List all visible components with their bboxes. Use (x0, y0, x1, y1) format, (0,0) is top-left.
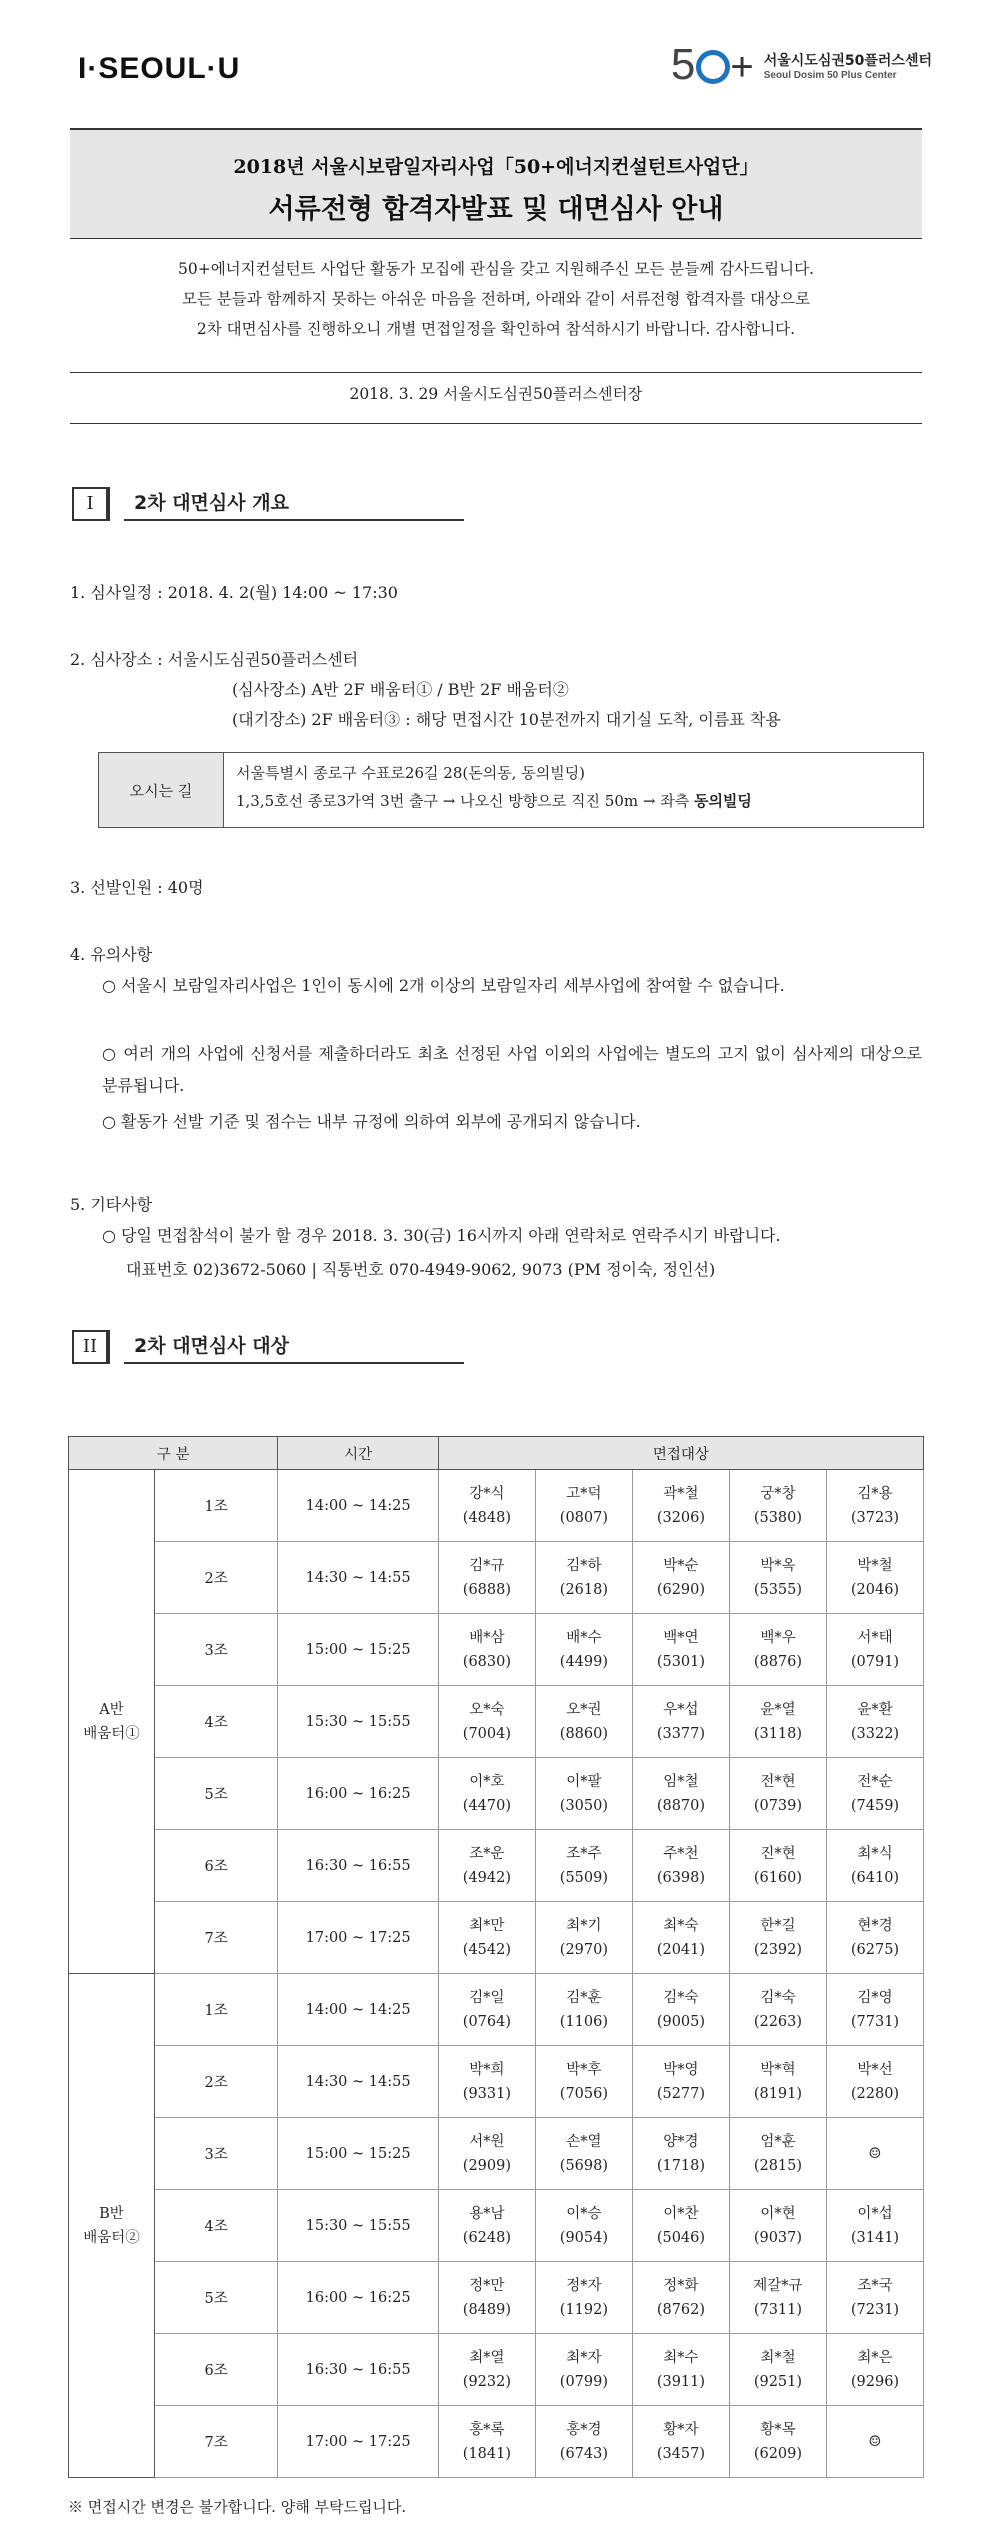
time-cell: 14:30 ~ 14:55 (278, 1542, 439, 1614)
note-item: ○ 활동가 선발 기준 및 점수는 내부 규정에 의하여 외부에 공개되지 않습니다. (102, 1112, 641, 1131)
time-cell: 16:00 ~ 16:25 (278, 1758, 439, 1830)
team-cell: 3조 (154, 2118, 277, 2190)
candidate-cell: 홍*록 (1841) (438, 2406, 535, 2478)
page-title: 서류전형 합격자발표 및 대면심사 안내 (268, 194, 724, 225)
time-cell: 14:00 ~ 14:25 (278, 1974, 439, 2046)
candidate-cell: 이*현 (9037) (729, 2190, 826, 2262)
time-cell: 17:00 ~ 17:25 (278, 1902, 439, 1974)
table-row (69, 2334, 924, 2406)
candidate-cell: 현*경 (6275) (826, 1902, 923, 1974)
directions-body (224, 753, 764, 827)
section-1-heading (72, 487, 464, 521)
col-header-group: 구 분 (69, 1437, 278, 1470)
notes-heading: 4. 유의사항 (70, 945, 153, 964)
table-row (69, 1974, 924, 2046)
candidate-cell: 박*철 (2046) (826, 1542, 923, 1614)
intro-line: 2차 대면심사를 진행하오니 개별 면접일정을 확인하여 참석하시기 바랍니다. 감사합니다. (196, 320, 796, 338)
time-cell: 15:00 ~ 15:25 (278, 1614, 439, 1686)
candidate-cell: 최*은 (9296) (826, 2334, 923, 2406)
footnote: ※ 면접시간 변경은 불가합니다. 양해 부탁드립니다. (68, 2498, 407, 2516)
candidate-cell: 전*현 (0739) (729, 1758, 826, 1830)
candidate-cell: 이*팔 (3050) (535, 1758, 632, 1830)
candidate-cell: 배*수 (4499) (535, 1614, 632, 1686)
candidate-cell: 홍*경 (6743) (535, 2406, 632, 2478)
time-cell: 15:30 ~ 15:55 (278, 1686, 439, 1758)
time-cell: 16:30 ~ 16:55 (278, 2334, 439, 2406)
candidate-cell: 조*주 (5509) (535, 1830, 632, 1902)
dateline: 2018. 3. 29 서울시도심권50플러스센터장 (349, 385, 643, 403)
col-header-time: 시간 (278, 1437, 439, 1470)
table-header-row (69, 1437, 924, 1470)
team-cell: 5조 (154, 1758, 277, 1830)
candidate-cell: 김*훈 (1106) (535, 1974, 632, 2046)
candidate-cell: 강*식 (4848) (438, 1470, 535, 1542)
fifty-plus-mark: 5 + (670, 40, 754, 89)
candidate-cell: 황*자 (3457) (632, 2406, 729, 2478)
time-cell: 16:00 ~ 16:25 (278, 2262, 439, 2334)
candidate-cell: 전*순 (7459) (826, 1758, 923, 1830)
col-header-targets: 면접대상 (438, 1437, 923, 1470)
candidate-cell: 백*연 (5301) (632, 1614, 729, 1686)
candidate-cell: 조*국 (7231) (826, 2262, 923, 2334)
candidate-cell: ☺ (826, 2406, 923, 2478)
candidate-cell: 최*수 (3911) (632, 2334, 729, 2406)
candidate-cell: 곽*철 (3206) (632, 1470, 729, 1542)
candidate-cell: 김*일 (0764) (438, 1974, 535, 2046)
candidate-cell: 박*희 (9331) (438, 2046, 535, 2118)
section-number: I (72, 487, 110, 521)
section-title: 2차 대면심사 개요 (124, 488, 464, 521)
venue-line: 2. 심사장소 : 서울시도심권50플러스센터 (70, 650, 359, 669)
candidate-cell: 김*숙 (9005) (632, 1974, 729, 2046)
table-row (69, 1614, 924, 1686)
candidate-cell: 김*영 (7731) (826, 1974, 923, 2046)
title-line-1: 2018년 서울시보람일자리사업「50+에너지컨설턴트사업단」 (233, 156, 759, 178)
table-row (69, 2190, 924, 2262)
section-2-heading (72, 1330, 464, 1364)
table-row (69, 2262, 924, 2334)
candidate-cell: 최*자 (0799) (535, 2334, 632, 2406)
building-name: 동의빌딩 (693, 792, 752, 810)
candidate-cell: 임*철 (8870) (632, 1758, 729, 1830)
candidate-cell: 박*혁 (8191) (729, 2046, 826, 2118)
candidate-cell: 박*옥 (5355) (729, 1542, 826, 1614)
directions-label: 오시는 길 (99, 753, 224, 827)
etc-heading: 5. 기타사항 (70, 1195, 153, 1214)
candidate-cell: 최*기 (2970) (535, 1902, 632, 1974)
seoul-50plus-logo (671, 40, 932, 90)
team-cell: 7조 (154, 2406, 277, 2478)
team-cell: 4조 (154, 1686, 277, 1758)
route-line: 1,3,5호선 종로3가역 3번 출구 → 나오신 방향으로 직진 50m → 좌측 동의빌딩 (236, 792, 752, 810)
candidate-cell: 최*철 (9251) (729, 2334, 826, 2406)
candidate-cell: 박*선 (2280) (826, 2046, 923, 2118)
team-cell: 7조 (154, 1902, 277, 1974)
candidate-cell: 최*만 (4542) (438, 1902, 535, 1974)
group-cell: A반 배움터① (69, 1470, 155, 1974)
center-name-en: Seoul Dosim 50 Plus Center (763, 69, 897, 81)
table-row (69, 1542, 924, 1614)
candidate-cell: 이*호 (4470) (438, 1758, 535, 1830)
contact-line: 대표번호 02)3672-5060 | 직통번호 070-4949-9062, 9073 (PM 정이숙, 정인선) (126, 1260, 716, 1279)
table-row (69, 2406, 924, 2478)
section-title: 2차 대면심사 대상 (124, 1331, 464, 1364)
venue-item (70, 645, 781, 735)
candidate-cell: 박*영 (5277) (632, 2046, 729, 2118)
title-box (70, 128, 922, 239)
candidate-cell: 정*자 (1192) (535, 2262, 632, 2334)
team-cell: 4조 (154, 2190, 277, 2262)
team-cell: 6조 (154, 2334, 277, 2406)
candidate-cell: 진*현 (6160) (729, 1830, 826, 1902)
intro-line: 모든 분들과 함께하지 못하는 아쉬운 마음을 전하며, 아래와 같이 서류전형 합격자를 대상으로 (181, 290, 811, 308)
candidate-cell: 김*하 (2618) (535, 1542, 632, 1614)
candidate-cell: 백*우 (8876) (729, 1614, 826, 1686)
table-row (69, 1830, 924, 1902)
candidate-cell: 윤*환 (3322) (826, 1686, 923, 1758)
intro-line: 50+에너지컨설턴트 사업단 활동가 모집에 관심을 갖고 지원해주신 모든 분들께 감사드립니다. (178, 260, 814, 278)
team-cell: 3조 (154, 1614, 277, 1686)
candidate-cell: 양*경 (1718) (632, 2118, 729, 2190)
candidate-cell: 배*삼 (6830) (438, 1614, 535, 1686)
candidate-cell: 박*순 (6290) (632, 1542, 729, 1614)
divider (70, 423, 922, 424)
candidate-cell: 최*식 (6410) (826, 1830, 923, 1902)
group-cell: B반 배움터② (69, 1974, 155, 2478)
candidate-cell: 정*화 (8762) (632, 2262, 729, 2334)
table-row (69, 1470, 924, 1542)
candidate-cell: 손*열 (5698) (535, 2118, 632, 2190)
table-row (69, 1686, 924, 1758)
schedule-item: 1. 심사일정 : 2018. 4. 2(월) 14:00 ~ 17:30 (70, 583, 398, 602)
candidate-cell: 조*운 (4942) (438, 1830, 535, 1902)
note-item: ○ 서울시 보람일자리사업은 1인이 동시에 2개 이상의 보람일자리 세부사업에 참여할 수 없습니다. (102, 976, 785, 995)
team-cell: 2조 (154, 1542, 277, 1614)
table-row (69, 1758, 924, 1830)
section-number: II (72, 1330, 110, 1364)
table-row (69, 1902, 924, 1974)
directions-box (98, 752, 924, 828)
candidate-cell: 김*용 (3723) (826, 1470, 923, 1542)
candidate-cell: ☺ (826, 2118, 923, 2190)
candidate-cell: 서*태 (0791) (826, 1614, 923, 1686)
candidate-cell: 윤*열 (3118) (729, 1686, 826, 1758)
candidate-cell: 오*숙 (7004) (438, 1686, 535, 1758)
candidate-cell: 이*승 (9054) (535, 2190, 632, 2262)
time-cell: 14:30 ~ 14:55 (278, 2046, 439, 2118)
candidate-cell: 제갈*규 (7311) (729, 2262, 826, 2334)
candidate-cell: 우*섭 (3377) (632, 1686, 729, 1758)
candidate-cell: 주*천 (6398) (632, 1830, 729, 1902)
time-cell: 15:00 ~ 15:25 (278, 2118, 439, 2190)
candidate-cell: 용*남 (6248) (438, 2190, 535, 2262)
headcount-item: 3. 선발인원 : 40명 (70, 878, 204, 897)
table-row (69, 2118, 924, 2190)
time-cell: 17:00 ~ 17:25 (278, 2406, 439, 2478)
time-cell: 16:30 ~ 16:55 (278, 1830, 439, 1902)
team-cell: 5조 (154, 2262, 277, 2334)
address-line: 서울특별시 종로구 수표로26길 28(돈의동, 동의빌딩) (236, 764, 586, 782)
team-cell: 1조 (154, 1470, 277, 1542)
waiting-room-line: (대기장소) 2F 배움터③ : 해당 면접시간 10분전까지 대기실 도착, 이름표 착용 (232, 710, 781, 729)
candidate-cell: 박*후 (7056) (535, 2046, 632, 2118)
candidate-cell: 고*덕 (0807) (535, 1470, 632, 1542)
candidate-cell: 정*만 (8489) (438, 2262, 535, 2334)
venue-line: (심사장소) A반 2F 배움터① / B반 2F 배움터② (232, 680, 569, 699)
candidate-cell: 김*규 (6888) (438, 1542, 535, 1614)
note-item: ○ 여러 개의 사업에 신청서를 제출하더라도 최초 선정된 사업 이외의 사업에는 별도의 고지 없이 심사제의 대상으로 분류됩니다. (102, 1044, 922, 1095)
candidate-cell: 이*찬 (5046) (632, 2190, 729, 2262)
candidate-cell: 최*숙 (2041) (632, 1902, 729, 1974)
center-name-ko: 서울시도심권50플러스센터 (763, 52, 932, 69)
intro-text (70, 254, 922, 344)
candidate-cell: 한*길 (2392) (729, 1902, 826, 1974)
i-seoul-u-logo: I·SEOUL·U (78, 52, 241, 85)
team-cell: 2조 (154, 2046, 277, 2118)
table-row (69, 2046, 924, 2118)
candidate-cell: 서*원 (2909) (438, 2118, 535, 2190)
interview-schedule-table (68, 1436, 924, 2478)
time-cell: 14:00 ~ 14:25 (278, 1470, 439, 1542)
candidate-cell: 최*열 (9232) (438, 2334, 535, 2406)
candidate-cell: 오*권 (8860) (535, 1686, 632, 1758)
candidate-cell: 김*숙 (2263) (729, 1974, 826, 2046)
team-cell: 6조 (154, 1830, 277, 1902)
candidate-cell: 궁*창 (5380) (729, 1470, 826, 1542)
candidate-cell: 황*목 (6209) (729, 2406, 826, 2478)
divider (70, 372, 922, 373)
time-cell: 15:30 ~ 15:55 (278, 2190, 439, 2262)
candidate-cell: 엄*훈 (2815) (729, 2118, 826, 2190)
etc-item: ○ 당일 면접참석이 불가 할 경우 2018. 3. 30(금) 16시까지 아래 연락처로 연락주시기 바랍니다. (102, 1226, 781, 1245)
candidate-cell: 이*섭 (3141) (826, 2190, 923, 2262)
team-cell: 1조 (154, 1974, 277, 2046)
